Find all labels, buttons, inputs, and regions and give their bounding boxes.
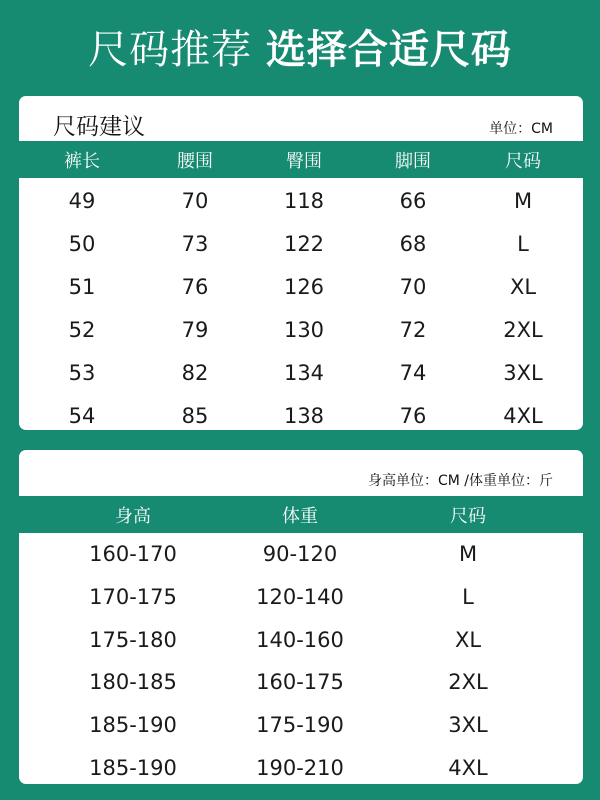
table-cell: M: [513, 188, 533, 213]
column-header-pants-length: 裤长: [64, 150, 100, 172]
table-cell: 82: [181, 360, 209, 385]
table-cell: 180-185: [89, 670, 177, 695]
body-table-body: [19, 533, 583, 784]
table-cell: 53: [68, 360, 96, 385]
column-header-hem: 脚围: [395, 150, 431, 172]
table-cell: 138: [283, 403, 325, 428]
table-cell: 70: [181, 188, 209, 213]
table-cell: 68: [399, 231, 427, 256]
size-table-body: [19, 179, 583, 430]
body-unit-note: 身高单位：CM /体重单位：斤: [367, 473, 553, 489]
table-row: [19, 533, 583, 576]
table-cell: 175-190: [256, 713, 344, 738]
table-row: [19, 661, 583, 704]
table-cell: 160-175: [256, 670, 344, 695]
table-cell: 122: [283, 231, 325, 256]
table-cell: 185-190: [89, 755, 177, 780]
table-cell: 120-140: [256, 585, 344, 610]
table-row: [19, 618, 583, 661]
table-row: [19, 746, 583, 784]
table-cell: 3XL: [503, 360, 543, 385]
column-header-size: 尺码: [450, 505, 486, 527]
table-cell: 2XL: [448, 670, 488, 695]
size-unit-note: 单位：CM: [489, 121, 553, 137]
table-cell: 50: [68, 231, 96, 256]
table-cell: 51: [68, 274, 96, 299]
table-cell: 49: [68, 188, 96, 213]
table-row: [19, 576, 583, 619]
table-row: [19, 704, 583, 747]
table-row: [19, 394, 583, 430]
table-cell: 76: [399, 403, 427, 428]
column-header-waist: 腰围: [177, 150, 213, 172]
title-recommend: 尺码推荐: [88, 27, 253, 73]
table-cell: 160-170: [89, 542, 177, 567]
table-cell: 185-190: [89, 713, 177, 738]
table-cell: 54: [68, 403, 96, 428]
table-cell: 175-180: [89, 627, 177, 652]
table-cell: 2XL: [503, 317, 543, 342]
table-cell: 126: [283, 274, 325, 299]
table-row: [19, 308, 583, 351]
table-row: [19, 351, 583, 394]
table-cell: 130: [283, 317, 325, 342]
table-cell: 4XL: [503, 403, 543, 428]
column-header-height: 身高: [115, 505, 151, 527]
size-suggestion-title: 尺码建议: [53, 114, 145, 140]
column-header-hip: 臀围: [286, 150, 322, 172]
table-cell: 134: [283, 360, 325, 385]
column-header-weight: 体重: [282, 505, 318, 527]
table-cell: 140-160: [256, 627, 344, 652]
table-cell: 190-210: [256, 755, 344, 780]
table-cell: XL: [454, 627, 482, 652]
table-cell: 3XL: [448, 713, 488, 738]
table-cell: 79: [181, 317, 209, 342]
table-row: [19, 265, 583, 308]
table-cell: L: [517, 231, 529, 256]
table-row: [19, 179, 583, 222]
table-cell: 66: [399, 188, 427, 213]
table-cell: 70: [399, 274, 427, 299]
table-cell: 4XL: [448, 755, 488, 780]
table-cell: 85: [181, 403, 209, 428]
title-choose-size: 选择合适尺码: [265, 27, 512, 73]
table-cell: XL: [509, 274, 537, 299]
page-title: [0, 18, 600, 75]
size-table-header: [19, 141, 583, 178]
body-size-card: [19, 450, 583, 784]
body-table-header: [19, 496, 583, 533]
table-cell: 52: [68, 317, 96, 342]
table-cell: L: [462, 585, 474, 610]
table-cell: 90-120: [262, 542, 338, 567]
table-cell: 74: [399, 360, 427, 385]
size-suggestion-card: [19, 96, 583, 430]
column-header-size: 尺码: [505, 150, 541, 172]
table-cell: 118: [283, 188, 325, 213]
table-cell: 72: [399, 317, 427, 342]
table-cell: 73: [181, 231, 209, 256]
table-row: [19, 222, 583, 265]
table-cell: 76: [181, 274, 209, 299]
table-cell: M: [458, 542, 478, 567]
table-cell: 170-175: [89, 585, 177, 610]
